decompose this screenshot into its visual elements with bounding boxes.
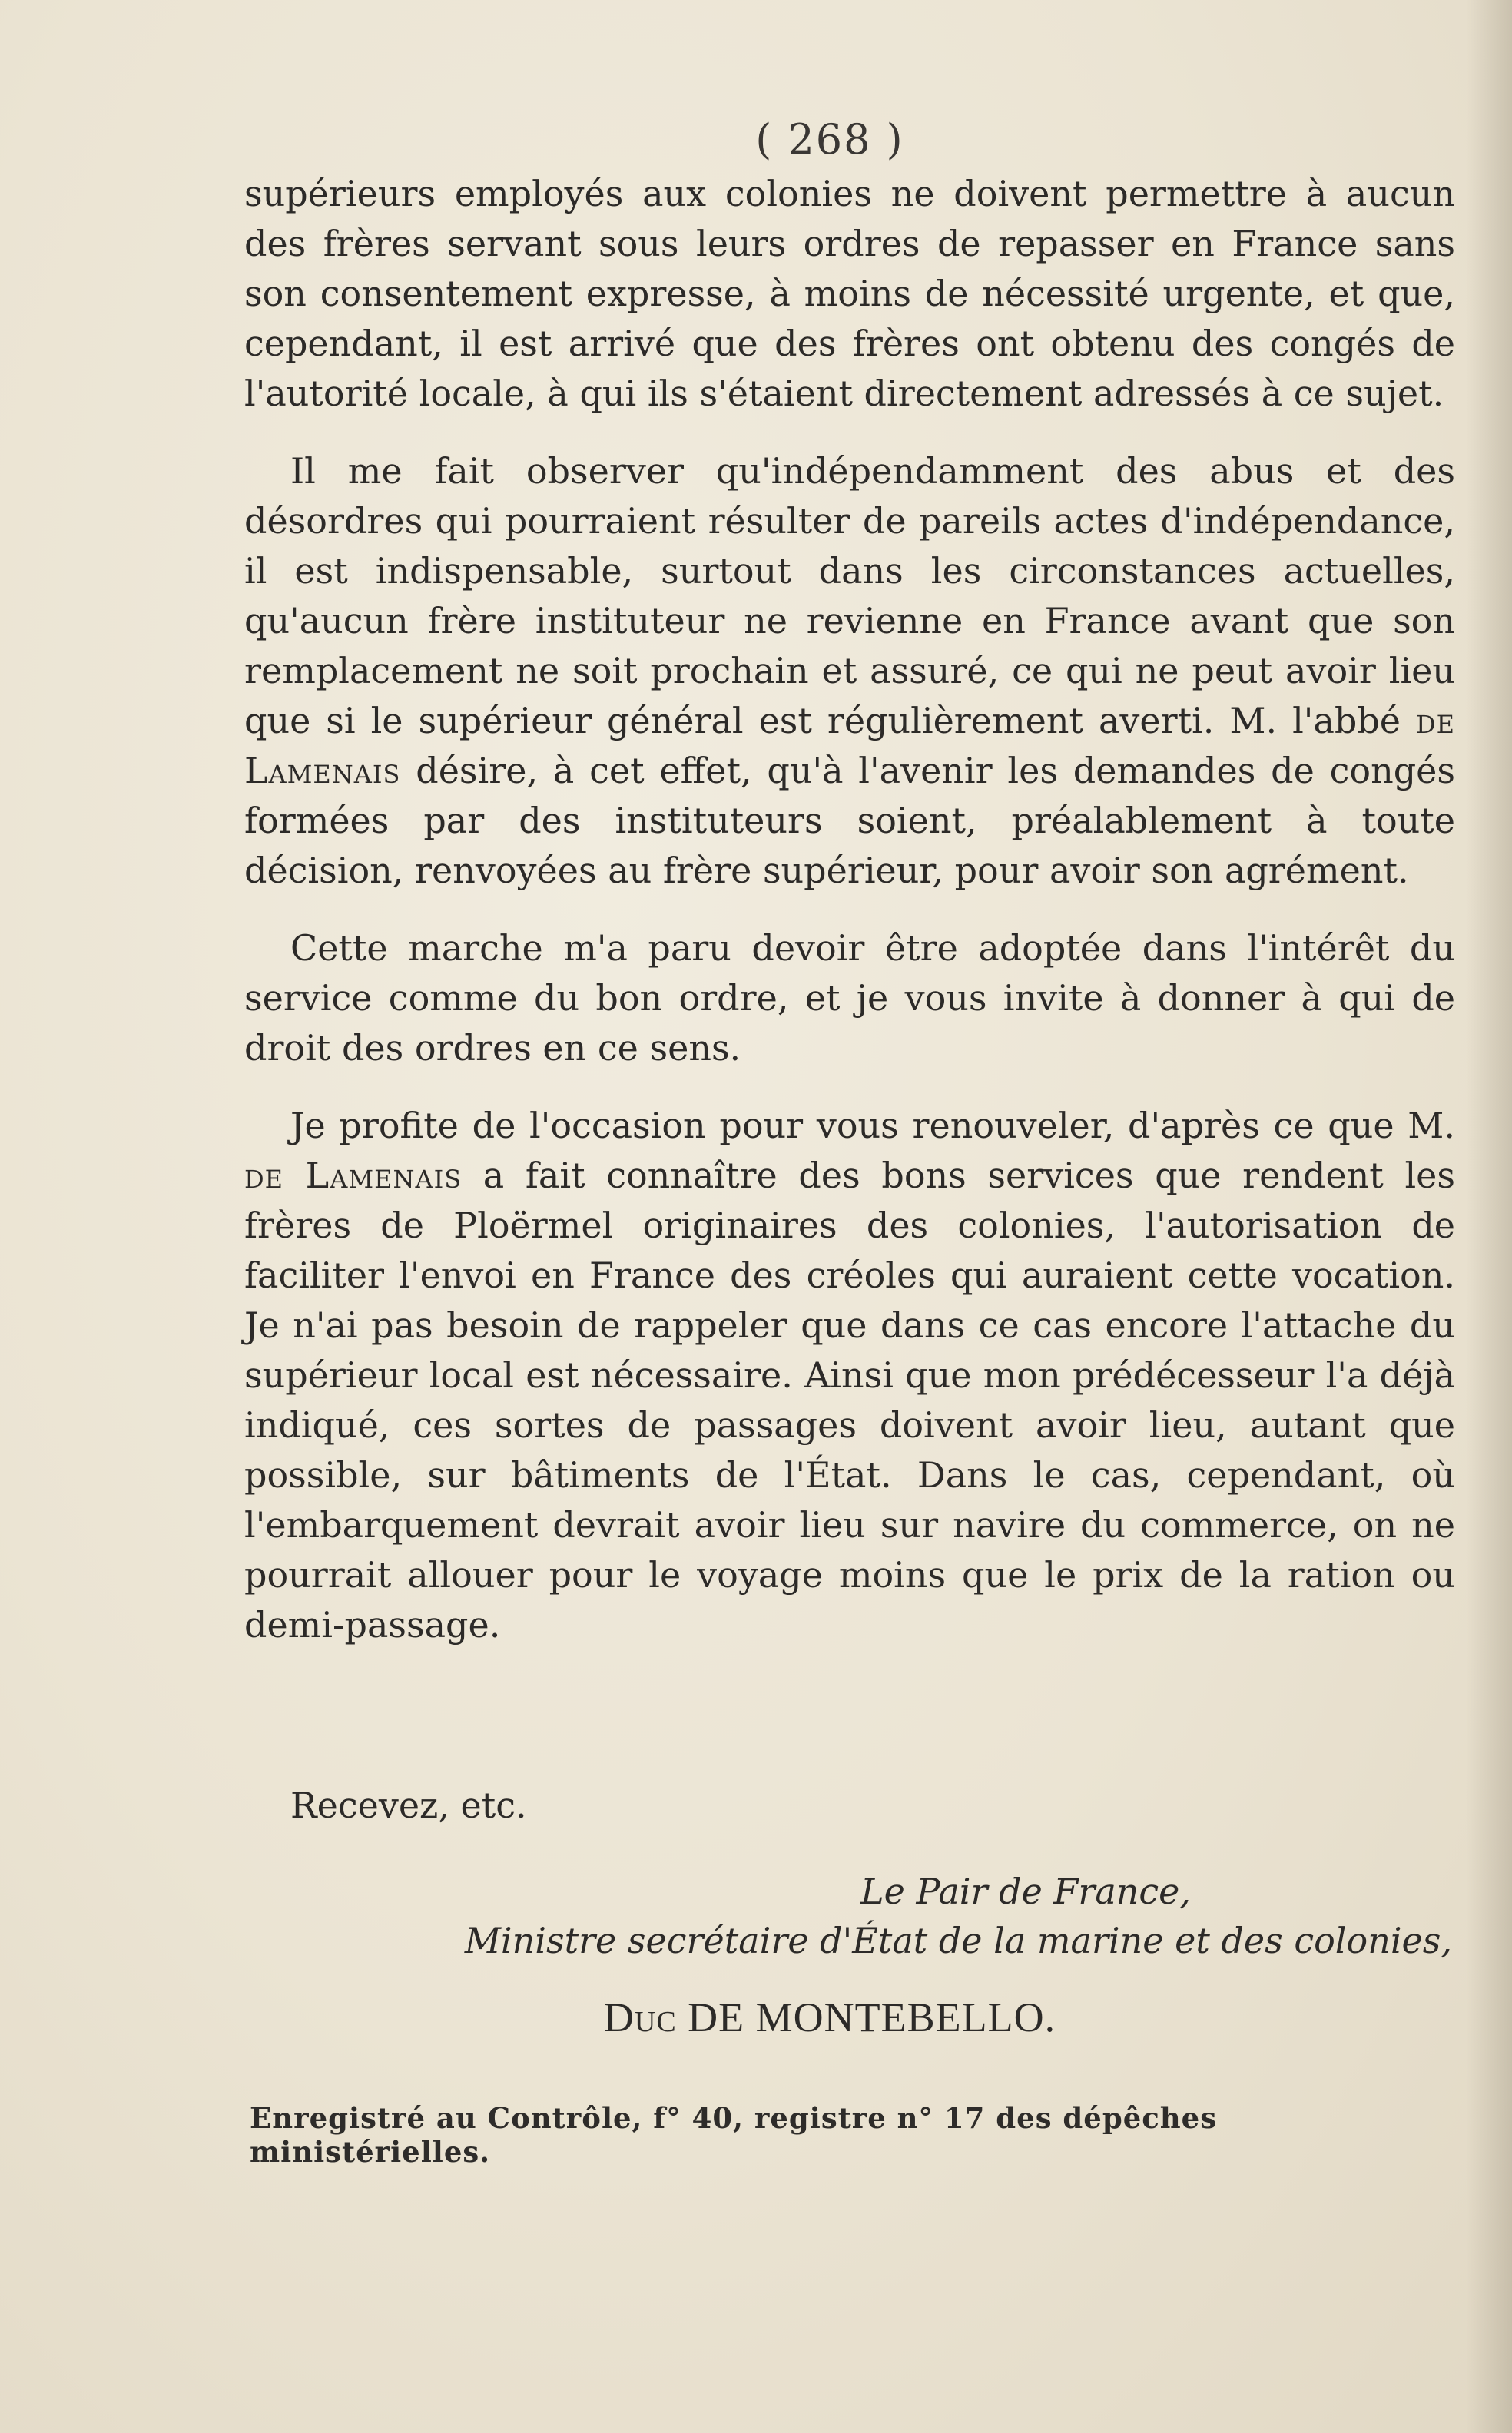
paragraph-4: Je profite de l'occasion pour vous renouveler, d'après ce que M. de Lamenais a fait connaître des bons services que rendent les frères de Ploërmel originaires des colonies, l'autorisation de faciliter l'envoi en France des créoles qui auraient cette vocation. Je n'ai pas besoin de rappeler que dans ce cas encore l'attache du supérieur local est nécessaire. Ainsi que mon prédécesseur l'a déjà indiqué, ces sortes de passages doivent avoir lieu, autant que possible, sur bâtiments de l'État. Dans le cas, cependant, où l'embarquement devrait avoir lieu sur navire du commerce, on ne pourrait allouer pour le voyage moins que le prix de la ration ou demi-passage. <box>244 1105 1455 1646</box>
closing-salutation: Recevez, etc. <box>290 1785 527 1826</box>
signature-titles <box>0 1867 1452 1965</box>
paragraph-1: supérieurs employés aux colonies ne doivent permettre à aucun des frères servant sous leurs ordres de repasser en France sans son consentement expresse, à moins de nécessité urgente, et que, cependant, il est arrivé que des frères ont obtenu des congés de l'autorité locale, à qui ils s'étaient directement adressés à ce sujet. <box>244 173 1455 414</box>
page-number: ( 268 ) <box>755 115 904 164</box>
signatory-surname: DE MONTEBELLO. <box>688 1994 1056 2040</box>
signatory-name <box>0 1994 1512 2041</box>
registration-note: Enregistré au Contrôle, f° 40, registre n° 17 des dépêches ministérielles. <box>250 2101 1218 2169</box>
name-lamenais: de Lamenais <box>244 700 1455 791</box>
paragraph-3: Cette marche m'a paru devoir être adoptée dans l'intérêt du service comme du bon ordre, et je vous invite à donner à qui de droit des ordres en ce sens. <box>244 927 1455 1069</box>
body-text <box>244 169 1455 1678</box>
name-lamenais: de Lamenais <box>244 1155 463 1196</box>
signature-title-1: Le Pair de France, <box>860 1871 1191 1912</box>
paragraph-2: Il me fait observer qu'indépendamment des abus et des désordres qui pourraient résulter de pareils actes d'indépendance, il est indispensable, surtout dans les circonstances actuelles, qu'aucun frère instituteur ne revienne en France avant que son remplacement ne soit prochain et assuré, ce qui ne peut avoir lieu que si le supérieur général est régulièrement averti. M. l'abbé de Lamenais désire, à cet effet, qu'à l'avenir les demandes de congés formées par des instituteurs soient, préalablement à toute décision, renvoyées au frère supérieur, pour avoir son agrément. <box>244 450 1455 891</box>
signature-title-2: Ministre secrétaire d'État de la marine et des colonies, <box>464 1920 1452 1961</box>
signatory-prefix: Duc <box>603 1994 677 2040</box>
page-edge-shadow <box>1466 0 1512 2433</box>
